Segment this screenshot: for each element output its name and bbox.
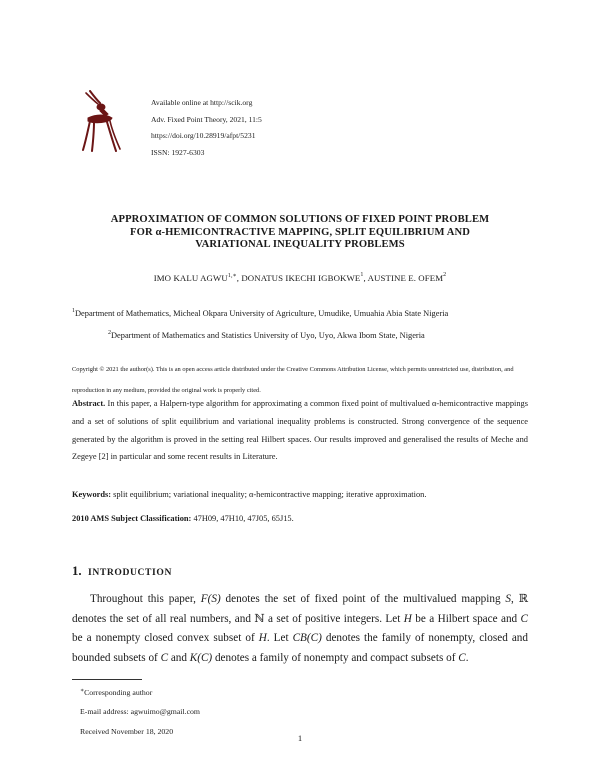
text-run: denotes a family of nonempty and compact subsets of	[212, 651, 459, 664]
corresponding-mark: ∗	[80, 688, 85, 694]
author-1-affiliation-mark: 1,∗	[227, 273, 237, 279]
ams-codes: 47H09, 47H10, 47J05, 65J15.	[193, 514, 294, 523]
keywords-text: split equilibrium; variational inequality; α-hemicontractive mapping; iterative approximation.	[113, 490, 427, 499]
journal-info	[151, 95, 262, 162]
section-number: 1.	[72, 564, 82, 578]
title-line-1: APPROXIMATION OF COMMON SOLUTIONS OF FIXED POINT PROBLEM	[110, 214, 490, 225]
title-line-3: VARIATIONAL INEQUALITY PROBLEMS	[195, 239, 405, 251]
author-3-affiliation-mark: 2	[443, 272, 447, 278]
affiliation-2-mark: 2	[108, 330, 111, 336]
math-term: F(S)	[200, 593, 221, 605]
author-separator: ,	[363, 273, 368, 283]
text-run: ,	[511, 593, 519, 605]
text-run: a set of positive integers. Let	[264, 612, 404, 625]
introduction-body	[72, 590, 528, 668]
math-term: CB(C)	[292, 632, 322, 645]
availability-link[interactable]: Available online at http://scik.org	[151, 98, 253, 107]
text-run: Throughout this paper,	[90, 593, 201, 605]
math-term: ℝ	[518, 593, 528, 605]
introduction-paragraph	[72, 590, 528, 668]
text-run: and	[168, 651, 190, 664]
copyright-notice: Copyright © 2021 the author(s). This is an open access article distributed under the Creative Commons Attribution License, which permits unrestricted use, distribution, and reproduction in any medium, provided the original work is properly cited.	[72, 366, 514, 394]
keywords-label: Keywords:	[72, 490, 112, 499]
corresponding-author-text: Corresponding author	[84, 688, 153, 697]
ams-label: 2010 AMS Subject Classification:	[72, 514, 192, 523]
page-number: 1	[297, 733, 303, 743]
author-2-name: DONATUS IKECHI IGBOKWE	[241, 273, 361, 283]
affiliation-2-text: Department of Mathematics and Statistics University of Uyo, Uyo, Akwa Ibom State, Nigeria	[111, 331, 425, 340]
journal-citation: Adv. Fixed Point Theory, 2021, 11:5	[151, 114, 262, 124]
footnote-divider	[72, 679, 142, 680]
text-run: denotes the set of all real numbers, and	[72, 612, 255, 625]
author-2-affiliation-mark: 1	[360, 272, 364, 278]
math-term: H	[258, 632, 267, 645]
received-date: Received November 18, 2020	[80, 726, 174, 736]
email-address[interactable]: E-mail address: agwuimo@gmail.com	[80, 707, 200, 717]
section-title: INTRODUCTION	[88, 567, 172, 578]
ams-classification	[72, 514, 294, 523]
paper-title	[60, 214, 540, 252]
math-term: H	[403, 612, 412, 625]
keywords	[72, 490, 426, 499]
affiliation-1	[72, 309, 448, 318]
antelope-logo-icon	[80, 90, 122, 152]
abstract	[72, 395, 528, 466]
math-term: ℕ	[254, 612, 265, 625]
author-separator: ,	[236, 273, 242, 283]
author-3-name: AUSTINE E. OFEM	[367, 273, 444, 283]
affiliation-2	[108, 331, 425, 340]
text-run: be a Hilbert space and	[411, 612, 521, 625]
math-term: C	[458, 651, 466, 664]
text-run: denotes the family of nonempty, closed and bounded subsets of	[72, 632, 528, 664]
math-term: C	[160, 651, 169, 664]
affiliation-1-text: Department of Mathematics, Micheal Okpara University of Agriculture, Umudike, Umuahia Abia State Nigeria	[75, 309, 449, 318]
title-line-2: FOR α-HEMICONTRACTIVE MAPPING, SPLIT EQUILIBRIUM AND	[130, 226, 470, 238]
affiliation-1-mark: 1	[72, 308, 75, 314]
author-list	[60, 273, 540, 283]
math-term: K(C)	[189, 651, 213, 664]
issn: ISSN: 1927-6303	[151, 148, 205, 158]
corresponding-author-note	[80, 683, 200, 702]
math-term: C	[520, 612, 529, 625]
text-run: . Let	[266, 632, 293, 645]
abstract-text: In this paper, a Halpern-type algorithm for approximating a common fixed point of multivalued α-hemicontractive mappings and a set of solutions of split equilibrium and variational inequality problems is constructed. Strong convergence of the sequence generated by the algorithm is proved in the setting real Hilbert spaces. Our results improved and generalised the results of Meche and Zegeye [2] in particular and some recent results in Literature.	[72, 399, 528, 462]
text-run: denotes the set of fixed point of the multivalued mapping	[220, 593, 506, 605]
section-heading	[72, 564, 172, 579]
text-run: be a nonempty closed convex subset of	[72, 632, 259, 645]
doi-link[interactable]: https://doi.org/10.28919/afpt/5231	[151, 131, 256, 141]
abstract-label: Abstract.	[72, 399, 106, 408]
text-run: .	[465, 651, 469, 664]
author-1-name: IMO KALU AGWU	[153, 273, 228, 283]
math-term: S	[505, 593, 512, 605]
